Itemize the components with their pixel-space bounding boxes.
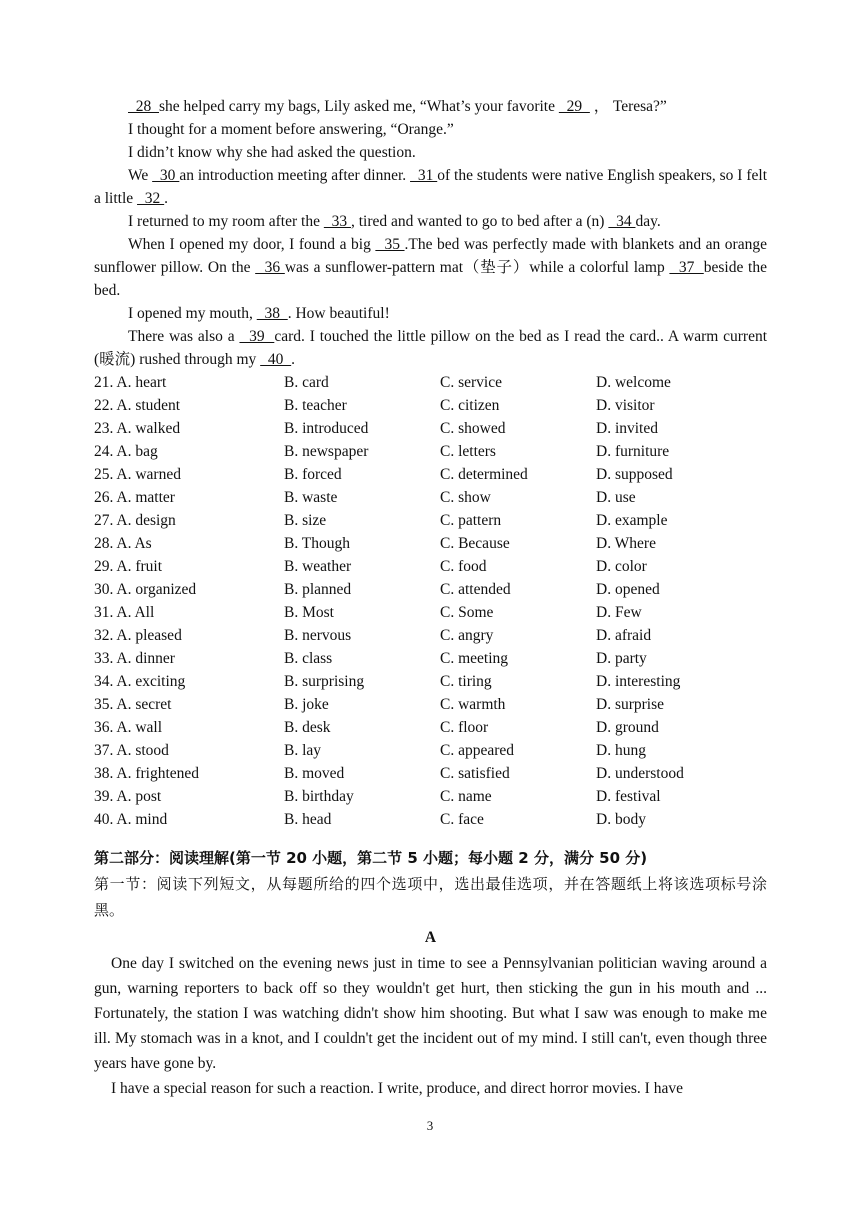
option-choice: C. name — [440, 788, 492, 805]
option-choice: 37. A. stood — [94, 742, 169, 759]
answer-blank: 33 — [323, 213, 351, 230]
answer-blank: 39 — [239, 328, 275, 345]
cloze-text: I opened my mouth, — [128, 305, 257, 322]
option-choice: B. joke — [284, 696, 329, 713]
option-choice: D. furniture — [596, 443, 670, 460]
option-row — [94, 670, 767, 693]
option-choice: D. visitor — [596, 397, 655, 414]
option-row — [94, 739, 767, 762]
option-row — [94, 486, 767, 509]
cloze-text: We — [128, 167, 153, 184]
cloze-paragraph — [94, 302, 767, 325]
answer-blank: 40 — [260, 351, 292, 368]
cloze-text: she helped carry my bags, Lily asked me, “What’s your favorite — [159, 98, 559, 115]
option-choice: 38. A. frightened — [94, 765, 200, 782]
option-row — [94, 762, 767, 785]
answer-blank: 30 — [152, 167, 180, 184]
cloze-text: When I opened my door, I found a big — [128, 236, 376, 253]
option-choice: C. attended — [440, 581, 511, 598]
answer-blank: 31 — [410, 167, 438, 184]
option-choice: 36. A. wall — [94, 719, 163, 736]
option-choice: B. surprising — [284, 673, 365, 690]
section-heading: 第二部分：阅读理解(第一节 20 小题，第二节 5 小题；每小题 2 分，满分 50 分) — [94, 849, 648, 867]
option-choice: C. letters — [440, 443, 496, 460]
option-choice: C. pattern — [440, 512, 502, 529]
option-choice: C. face — [440, 811, 484, 828]
option-choice: C. citizen — [440, 397, 500, 414]
cloze-text: was a sunflower-pattern mat（垫子）while a colorful lamp — [284, 259, 670, 276]
option-row — [94, 417, 767, 440]
option-row — [94, 624, 767, 647]
option-choice: C. Some — [440, 604, 494, 621]
cloze-paragraph — [94, 233, 767, 302]
option-choice: B. Most — [284, 604, 334, 621]
option-choice: C. warmth — [440, 696, 506, 713]
option-choice: 33. A. dinner — [94, 650, 175, 667]
page-number: 3 — [426, 1118, 434, 1133]
option-choice: D. Where — [596, 535, 656, 552]
option-choice: 24. A. bag — [94, 443, 158, 460]
option-choice: C. meeting — [440, 650, 509, 667]
option-choice: C. floor — [440, 719, 489, 736]
option-choice: D. supposed — [596, 466, 673, 483]
cloze-paragraph — [94, 141, 767, 164]
option-row — [94, 463, 767, 486]
option-row — [94, 578, 767, 601]
option-choice: C. appeared — [440, 742, 515, 759]
cloze-text: day. — [635, 213, 661, 230]
option-choice: D. afraid — [596, 627, 652, 644]
cloze-paragraph — [94, 210, 767, 233]
cloze-text: .The bed was perfectly made with blankets and an orange sunflower pillow. On the — [94, 236, 767, 276]
option-choice: D. use — [596, 489, 636, 506]
option-choice: C. tiring — [440, 673, 492, 690]
option-choice: B. card — [284, 374, 329, 391]
option-choice: 29. A. fruit — [94, 558, 163, 575]
option-row — [94, 716, 767, 739]
option-choice: B. lay — [284, 742, 322, 759]
option-choice: B. size — [284, 512, 327, 529]
cloze-text: of the students were native English speakers, so I felt a little — [94, 167, 768, 207]
option-choice: B. introduced — [284, 420, 369, 437]
option-choice: D. festival — [596, 788, 661, 805]
option-row — [94, 808, 767, 831]
cloze-paragraph — [94, 164, 767, 210]
cloze-paragraph — [94, 95, 767, 118]
option-choice: B. desk — [284, 719, 331, 736]
option-choice: B. weather — [284, 558, 352, 575]
option-choice: C. determined — [440, 466, 528, 483]
option-choice: B. teacher — [284, 397, 347, 414]
option-row — [94, 693, 767, 716]
answer-blank: 28 — [128, 98, 159, 115]
option-choice: 27. A. design — [94, 512, 176, 529]
answer-blank: 34 — [608, 213, 636, 230]
option-choice: C. showed — [440, 420, 506, 437]
option-choice: D. interesting — [596, 673, 681, 690]
cloze-paragraph — [94, 325, 767, 371]
option-choice: D. color — [596, 558, 647, 575]
option-choice: 35. A. secret — [94, 696, 172, 713]
option-choice: B. Though — [284, 535, 351, 552]
option-choice: 31. A. All — [94, 604, 155, 621]
option-row — [94, 785, 767, 808]
option-row — [94, 509, 767, 532]
cloze-passage — [94, 95, 767, 371]
option-choice: B. birthday — [284, 788, 354, 805]
passage-label: A — [424, 929, 437, 946]
option-choice: D. hung — [596, 742, 646, 759]
answer-blank: 29 — [558, 98, 590, 115]
answer-blank: 36 — [255, 259, 285, 276]
cloze-text: . How beautiful! — [287, 305, 390, 322]
option-choice: 28. A. As — [94, 535, 152, 552]
cloze-text: I didn’t know why she had asked the question. — [128, 144, 416, 161]
option-choice: 23. A. walked — [94, 420, 181, 437]
option-choice: 26. A. matter — [94, 489, 175, 506]
answer-blank: 32 — [137, 190, 165, 207]
option-row — [94, 371, 767, 394]
option-choice: 40. A. mind — [94, 811, 168, 828]
option-choice: B. class — [284, 650, 333, 667]
option-row — [94, 440, 767, 463]
passage-paragraph: I have a special reason for such a reaction. I write, produce, and direct horror movies. I have — [111, 1080, 683, 1097]
cloze-options — [94, 371, 767, 831]
option-choice: C. show — [440, 489, 491, 506]
option-choice: 30. A. organized — [94, 581, 197, 598]
option-choice: C. food — [440, 558, 487, 575]
option-choice: D. understood — [596, 765, 684, 782]
option-choice: D. surprise — [596, 696, 665, 713]
cloze-text: an introduction meeting after dinner. — [179, 167, 411, 184]
option-choice: B. waste — [284, 489, 338, 506]
option-row — [94, 555, 767, 578]
option-choice: 21. A. heart — [94, 374, 167, 391]
option-row — [94, 394, 767, 417]
option-choice: C. satisfied — [440, 765, 510, 782]
cloze-text: , tired and wanted to go to bed after a (n) — [350, 213, 609, 230]
option-choice: 32. A. pleased — [94, 627, 182, 644]
cloze-text: I thought for a moment before answering, “Orange.” — [128, 121, 454, 138]
answer-blank: 37 — [669, 259, 704, 276]
option-choice: B. moved — [284, 765, 345, 782]
cloze-paragraph — [94, 118, 767, 141]
option-choice: 39. A. post — [94, 788, 162, 805]
option-choice: D. ground — [596, 719, 659, 736]
cloze-text: . — [164, 190, 169, 207]
option-choice: B. head — [284, 811, 332, 828]
cloze-text: . — [291, 351, 296, 368]
option-choice: D. example — [596, 512, 668, 529]
cloze-text: beside the bed. — [94, 259, 767, 299]
option-choice: 22. A. student — [94, 397, 181, 414]
option-choice: D. opened — [596, 581, 660, 598]
cloze-text: I returned to my room after the — [128, 213, 324, 230]
option-choice: B. nervous — [284, 627, 352, 644]
passage-paragraph: One day I switched on the evening news just in time to see a Pennsylvanian politician waving around a gun, warning reporters to back off so they wouldn't get hurt, then sticking the gun in his mouth and ... Fortunately, the station I was watching didn't show him shooting. But what I saw was enough to make me ill. My stomach was in a knot, and I couldn't get the incident out of my mind. I still can't, even though three years have gone by. — [94, 955, 767, 1072]
cloze-text: ， Teresa?” — [589, 98, 667, 115]
option-row — [94, 532, 767, 555]
answer-blank: 35 — [375, 236, 405, 253]
option-choice: C. angry — [440, 627, 494, 644]
option-choice: B. forced — [284, 466, 342, 483]
option-choice: D. Few — [596, 604, 642, 621]
exam-page — [94, 95, 767, 1101]
option-row — [94, 647, 767, 670]
option-choice: D. party — [596, 650, 647, 667]
option-choice: D. welcome — [596, 374, 671, 391]
option-choice: D. body — [596, 811, 646, 828]
option-choice: 25. A. warned — [94, 466, 181, 483]
option-choice: D. invited — [596, 420, 658, 437]
option-choice: B. planned — [284, 581, 352, 598]
section-instruction: 第一节：阅读下列短文，从每题所给的四个选项中，选出最佳选项，并在答题纸上将该选项标号涂黑。 — [94, 875, 767, 919]
option-choice: B. newspaper — [284, 443, 369, 460]
option-choice: C. Because — [440, 535, 510, 552]
answer-blank: 38 — [256, 305, 288, 322]
cloze-text: There was also a — [128, 328, 240, 345]
option-row — [94, 601, 767, 624]
option-choice: 34. A. exciting — [94, 673, 186, 690]
cloze-text: card. I touched the little pillow on the bed as I read the card.. A warm current (暖流) rushed through my — [94, 328, 768, 368]
option-choice: C. service — [440, 374, 502, 391]
